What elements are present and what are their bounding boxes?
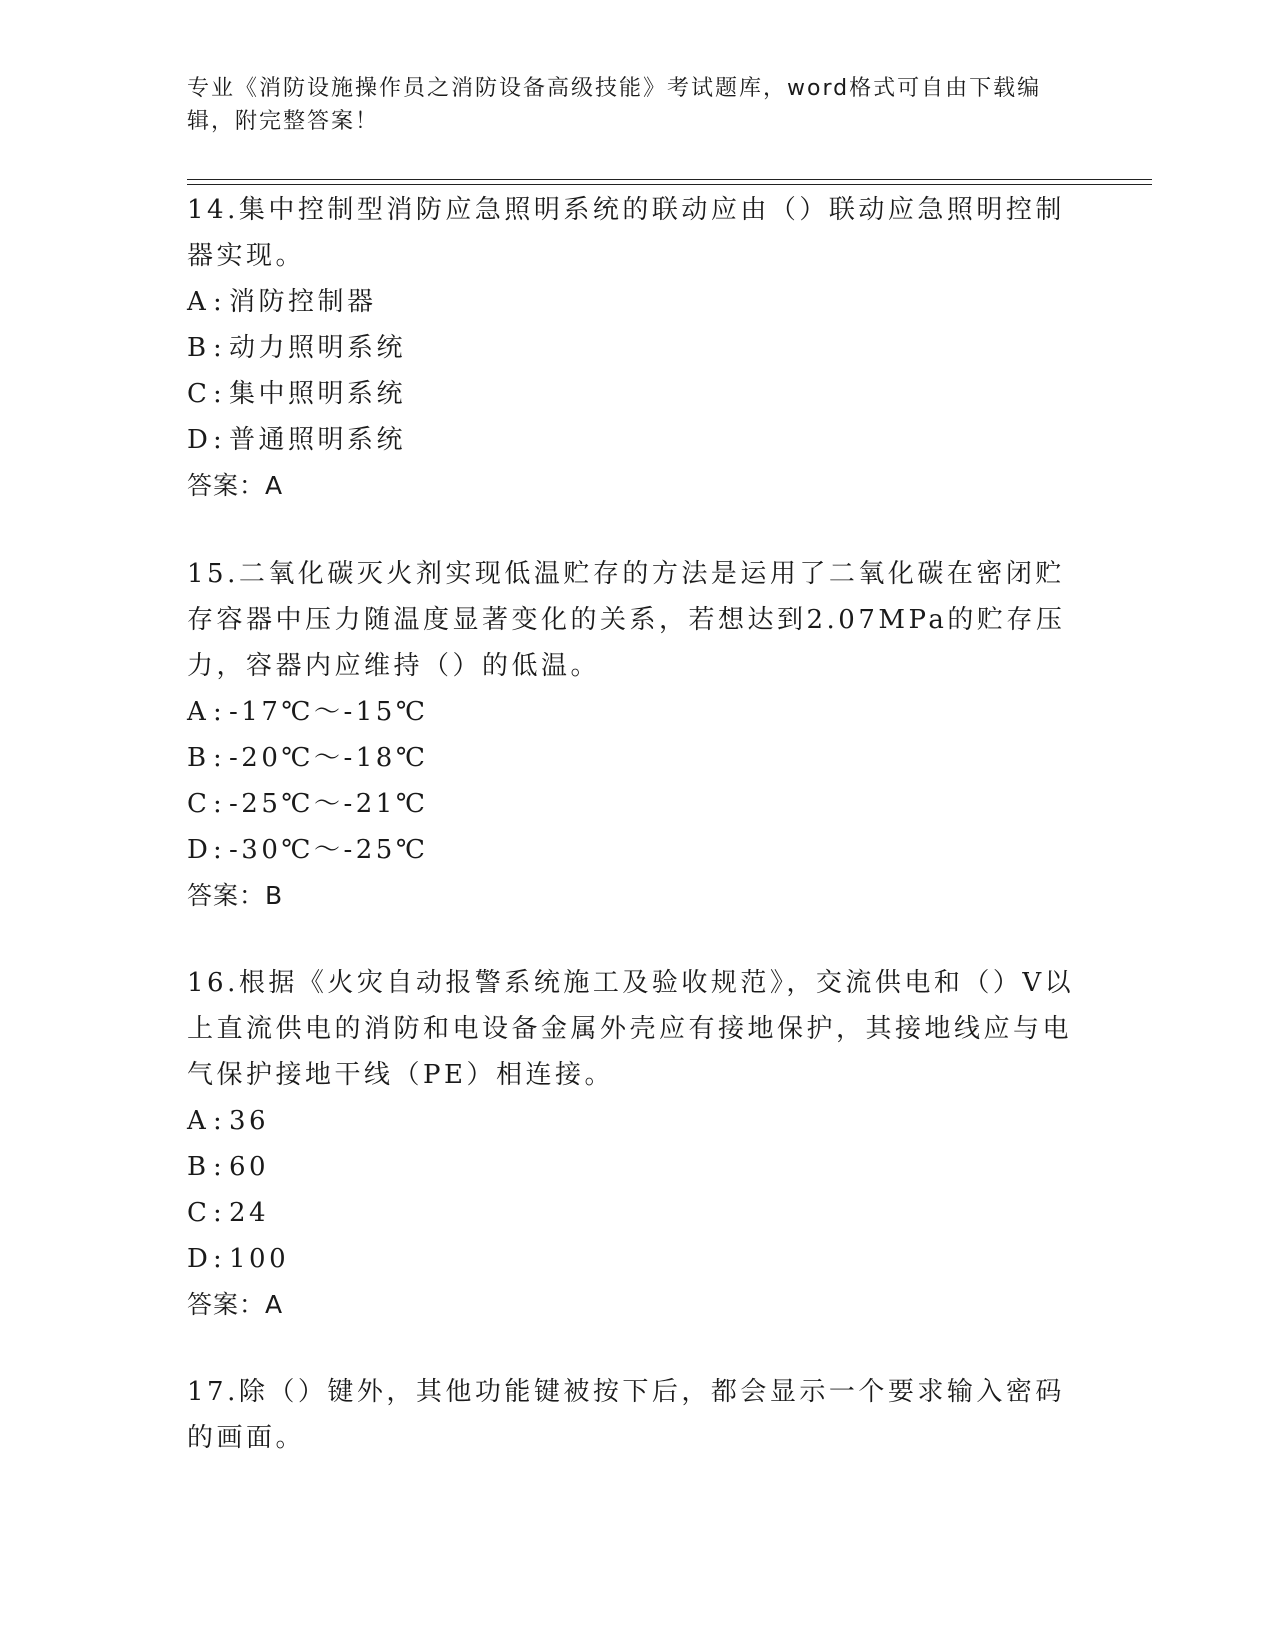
question-number: 17. <box>187 1377 239 1407</box>
option-separator: : <box>213 425 226 455</box>
option-separator: : <box>213 743 226 773</box>
option-text: -17℃～-15℃ <box>229 697 429 727</box>
option-d <box>187 827 1077 873</box>
option-separator: : <box>213 333 226 363</box>
option-letter: A <box>187 697 210 727</box>
option-separator: : <box>213 379 226 409</box>
option-separator: : <box>213 789 226 819</box>
option-b <box>187 325 1077 371</box>
option-text: 消防控制器 <box>229 287 377 317</box>
option-letter: B <box>187 333 210 363</box>
option-text: -25℃～-21℃ <box>229 789 429 819</box>
option-text: 集中照明系统 <box>229 379 407 409</box>
option-separator: : <box>213 835 226 865</box>
option-letter: C <box>187 379 211 409</box>
option-text: 24 <box>229 1198 270 1228</box>
option-c <box>187 781 1077 827</box>
option-text: -30℃～-25℃ <box>229 835 429 865</box>
option-letter: A <box>187 287 210 317</box>
option-text: 36 <box>229 1106 270 1136</box>
option-letter: A <box>187 1106 210 1136</box>
option-b <box>187 735 1077 781</box>
question-body: 除（）键外，其他功能键被按下后，都会显示一个要求输入密码的画面。 <box>187 1377 1065 1453</box>
question-16 <box>187 960 1077 1328</box>
option-b <box>187 1144 1077 1190</box>
option-text: 动力照明系统 <box>229 333 407 363</box>
question-14 <box>187 187 1077 509</box>
document-header <box>187 72 1067 138</box>
question-number: 15. <box>187 559 239 589</box>
header-text: 专业《消防设施操作员之消防设备高级技能》考试题库，word格式可自由下载编辑，附完整答案！ <box>187 76 1042 134</box>
option-text: -20℃～-18℃ <box>229 743 429 773</box>
option-text: 普通照明系统 <box>229 425 407 455</box>
option-a <box>187 689 1077 735</box>
option-letter: D <box>187 425 212 455</box>
option-a <box>187 1098 1077 1144</box>
option-letter: B <box>187 743 210 773</box>
answer-line: 答案：A <box>187 471 284 500</box>
option-letter: C <box>187 789 211 819</box>
option-letter: D <box>187 835 212 865</box>
question-text <box>187 551 1077 689</box>
option-separator: : <box>213 287 226 317</box>
option-text: 100 <box>229 1244 290 1274</box>
question-number: 14. <box>187 195 239 225</box>
header-divider-bottom <box>187 184 1152 185</box>
option-d <box>187 1236 1077 1282</box>
option-text: 60 <box>229 1152 270 1182</box>
answer-line: 答案：B <box>187 881 284 910</box>
option-c <box>187 371 1077 417</box>
question-number: 16. <box>187 968 239 998</box>
option-separator: : <box>213 1244 226 1274</box>
option-letter: B <box>187 1152 210 1182</box>
question-body: 根据《火灾自动报警系统施工及验收规范》，交流供电和（）V以上直流供电的消防和电设备金属外壳应有接地保护，其接地线应与电气保护接地干线（PE）相连接。 <box>187 968 1075 1090</box>
option-d <box>187 417 1077 463</box>
header-divider-top <box>187 179 1152 180</box>
option-separator: : <box>213 1152 226 1182</box>
question-text <box>187 187 1077 279</box>
option-a <box>187 279 1077 325</box>
question-17 <box>187 1369 1077 1461</box>
option-letter: D <box>187 1244 212 1274</box>
option-letter: C <box>187 1198 211 1228</box>
question-body: 集中控制型消防应急照明系统的联动应由（）联动应急照明控制器实现。 <box>187 195 1065 271</box>
option-separator: : <box>213 1106 226 1136</box>
answer-line: 答案：A <box>187 1290 284 1319</box>
option-separator: : <box>213 1198 226 1228</box>
question-body: 二氧化碳灭火剂实现低温贮存的方法是运用了二氧化碳在密闭贮存容器中压力随温度显著变化的关系，若想达到2.07MPa的贮存压力，容器内应维持（）的低温。 <box>187 559 1066 681</box>
question-15 <box>187 551 1077 919</box>
option-c <box>187 1190 1077 1236</box>
question-text <box>187 960 1077 1098</box>
option-separator: : <box>213 697 226 727</box>
question-text <box>187 1369 1077 1461</box>
